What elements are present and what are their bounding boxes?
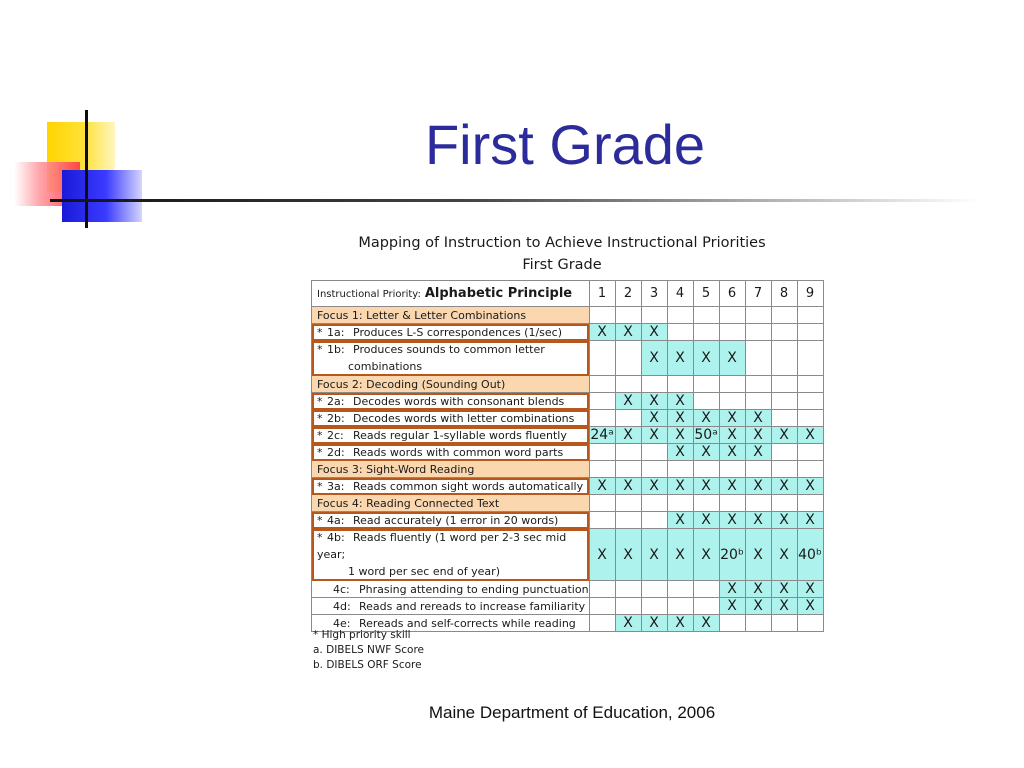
week-cell: X bbox=[797, 478, 823, 495]
skill-label bbox=[312, 581, 590, 598]
week-cell: X bbox=[745, 581, 771, 598]
week-cell: X bbox=[771, 478, 797, 495]
week-cell bbox=[771, 324, 797, 341]
header-priority-cell bbox=[312, 281, 590, 307]
week-cell: X bbox=[615, 529, 641, 581]
week-cell: X bbox=[667, 444, 693, 461]
week-cell: X bbox=[667, 512, 693, 529]
skill-code: 3a: bbox=[327, 479, 345, 493]
week-cell: X bbox=[589, 324, 615, 341]
skill-row bbox=[312, 410, 824, 427]
skill-row bbox=[312, 341, 824, 376]
week-cell bbox=[745, 615, 771, 632]
week-cell bbox=[771, 495, 797, 512]
skill-code: 2d: bbox=[327, 445, 345, 459]
week-cell: X bbox=[589, 529, 615, 581]
week-cell bbox=[667, 495, 693, 512]
week-cell bbox=[615, 495, 641, 512]
week-cell: X bbox=[745, 598, 771, 615]
skill-text: Reads fluently (1 word per 2-3 sec mid year; bbox=[317, 531, 567, 561]
week-cell: X bbox=[797, 581, 823, 598]
focus-row bbox=[312, 376, 824, 393]
skill-text: Produces sounds to common letter bbox=[353, 343, 545, 356]
skill-text: Reads words with common word parts bbox=[353, 445, 564, 459]
skill-row bbox=[312, 324, 824, 341]
week-cell: X bbox=[615, 393, 641, 410]
week-cell bbox=[719, 307, 745, 324]
skill-row bbox=[312, 512, 824, 529]
high-priority-marker: * bbox=[317, 479, 323, 493]
week-cell bbox=[615, 461, 641, 478]
week-cell: 40ᵇ bbox=[797, 529, 823, 581]
week-cell bbox=[615, 512, 641, 529]
week-cell bbox=[667, 581, 693, 598]
week-cell bbox=[797, 324, 823, 341]
week-cell: X bbox=[771, 512, 797, 529]
week-cell: X bbox=[771, 529, 797, 581]
week-cell: X bbox=[693, 615, 719, 632]
week-cell bbox=[745, 495, 771, 512]
week-cell: X bbox=[667, 427, 693, 444]
week-cell bbox=[615, 376, 641, 393]
week-cell bbox=[641, 307, 667, 324]
week-cell: X bbox=[667, 615, 693, 632]
skill-code: 2c: bbox=[327, 428, 344, 442]
week-cell bbox=[589, 376, 615, 393]
week-cell: X bbox=[641, 393, 667, 410]
week-cell bbox=[797, 495, 823, 512]
week-cell: X bbox=[797, 427, 823, 444]
skill-label bbox=[312, 324, 590, 341]
week-cell bbox=[771, 307, 797, 324]
week-cell bbox=[589, 615, 615, 632]
week-cell: X bbox=[745, 478, 771, 495]
slide-title: First Grade bbox=[424, 113, 706, 176]
focus-row bbox=[312, 495, 824, 512]
week-cell bbox=[745, 324, 771, 341]
high-priority-marker: * bbox=[317, 325, 323, 339]
column-header: 4 bbox=[667, 281, 693, 307]
week-cell bbox=[589, 393, 615, 410]
week-cell bbox=[693, 376, 719, 393]
chart-title-line1: Mapping of Instruction to Achieve Instructional Priorities bbox=[358, 235, 766, 251]
week-cell: X bbox=[667, 529, 693, 581]
header-prefix: Instructional Priority: bbox=[317, 289, 421, 300]
skill-text: Decodes words with consonant blends bbox=[353, 394, 565, 408]
week-cell: X bbox=[745, 427, 771, 444]
week-cell bbox=[589, 495, 615, 512]
week-cell: X bbox=[719, 410, 745, 427]
week-cell bbox=[615, 581, 641, 598]
week-cell: 20ᵇ bbox=[719, 529, 745, 581]
week-cell bbox=[641, 444, 667, 461]
skill-code: 1b: bbox=[327, 343, 345, 356]
week-cell bbox=[771, 444, 797, 461]
week-cell bbox=[797, 307, 823, 324]
week-cell bbox=[745, 376, 771, 393]
week-cell: X bbox=[641, 324, 667, 341]
skill-text: Decodes words with letter combinations bbox=[353, 411, 575, 425]
week-cell bbox=[667, 598, 693, 615]
week-cell: 50ᵃ bbox=[694, 427, 718, 443]
decorative-vertical-line bbox=[85, 110, 88, 228]
week-cell bbox=[693, 324, 719, 341]
focus-row bbox=[312, 461, 824, 478]
skill-text: Reads regular 1-syllable words fluently bbox=[353, 428, 567, 442]
week-cell: X bbox=[667, 478, 693, 495]
week-cell bbox=[745, 393, 771, 410]
table-header-row bbox=[312, 281, 824, 307]
week-cell: X bbox=[771, 581, 797, 598]
week-cell: X bbox=[771, 427, 797, 444]
week-cell: X bbox=[693, 341, 719, 376]
week-cell bbox=[589, 410, 615, 427]
high-priority-marker: * bbox=[317, 411, 323, 425]
week-cell: X bbox=[693, 529, 719, 581]
week-cell bbox=[615, 598, 641, 615]
column-header: 5 bbox=[693, 281, 719, 307]
skill-label bbox=[312, 393, 590, 410]
focus-label: Focus 4: Reading Connected Text bbox=[312, 495, 590, 512]
skill-row bbox=[312, 478, 824, 495]
week-cell bbox=[745, 461, 771, 478]
week-cell bbox=[771, 393, 797, 410]
week-cell: X bbox=[719, 598, 745, 615]
week-cell: X bbox=[745, 512, 771, 529]
week-cell bbox=[641, 598, 667, 615]
week-cell bbox=[641, 581, 667, 598]
week-cell bbox=[667, 307, 693, 324]
skill-label bbox=[312, 512, 590, 529]
week-cell bbox=[641, 512, 667, 529]
week-cell bbox=[667, 376, 693, 393]
week-cell: X bbox=[719, 341, 745, 376]
skill-label bbox=[312, 427, 590, 444]
week-cell: X bbox=[589, 478, 615, 495]
week-cell: X bbox=[693, 512, 719, 529]
week-cell bbox=[615, 341, 641, 376]
skill-text: Reads and rereads to increase familiarity bbox=[359, 599, 586, 613]
high-priority-marker: * bbox=[317, 445, 323, 459]
week-cell bbox=[797, 410, 823, 427]
skill-row bbox=[312, 427, 824, 444]
skill-code: 4c: bbox=[333, 582, 350, 596]
skill-row bbox=[312, 444, 824, 461]
skill-row bbox=[312, 529, 824, 581]
footnote-a: a. DIBELS NWF Score bbox=[313, 644, 425, 656]
week-cell: X bbox=[667, 341, 693, 376]
skill-code: 1a: bbox=[327, 325, 345, 339]
week-cell: X bbox=[615, 478, 641, 495]
skill-text-line2: 1 word per sec end of year) bbox=[348, 565, 500, 578]
week-cell bbox=[615, 444, 641, 461]
week-cell: X bbox=[693, 478, 719, 495]
week-cell: X bbox=[693, 410, 719, 427]
week-cell bbox=[641, 495, 667, 512]
week-cell bbox=[797, 444, 823, 461]
week-cell bbox=[641, 461, 667, 478]
week-cell: X bbox=[797, 512, 823, 529]
week-cell bbox=[771, 615, 797, 632]
skill-text: Phrasing attending to ending punctuation bbox=[359, 582, 589, 596]
week-cell: X bbox=[719, 478, 745, 495]
skill-label bbox=[312, 598, 590, 615]
skill-code: 4a: bbox=[327, 513, 345, 527]
focus-label: Focus 1: Letter & Letter Combinations bbox=[312, 307, 590, 324]
week-cell bbox=[797, 393, 823, 410]
source-citation: Maine Department of Education, 2006 bbox=[428, 703, 716, 722]
high-priority-marker: * bbox=[317, 428, 323, 442]
week-cell bbox=[797, 615, 823, 632]
week-cell: X bbox=[641, 478, 667, 495]
week-cell bbox=[693, 495, 719, 512]
week-cell bbox=[641, 376, 667, 393]
decorative-horizontal-line bbox=[50, 199, 980, 202]
chart-title bbox=[312, 232, 812, 276]
week-cell: X bbox=[641, 410, 667, 427]
decorative-blue-square bbox=[62, 170, 142, 222]
week-cell: X bbox=[693, 444, 719, 461]
week-cell: X bbox=[641, 529, 667, 581]
footnote-b: b. DIBELS ORF Score bbox=[313, 659, 422, 671]
focus-label: Focus 2: Decoding (Sounding Out) bbox=[312, 376, 590, 393]
week-cell: 24ᵃ bbox=[590, 427, 614, 443]
skill-text: Produces L-S correspondences (1/sec) bbox=[353, 325, 562, 339]
week-cell bbox=[719, 495, 745, 512]
week-cell bbox=[693, 598, 719, 615]
week-cell: X bbox=[719, 512, 745, 529]
week-cell bbox=[719, 324, 745, 341]
skill-text: Read accurately (1 error in 20 words) bbox=[353, 513, 559, 527]
week-cell bbox=[589, 307, 615, 324]
week-cell bbox=[693, 461, 719, 478]
week-cell: X bbox=[667, 393, 693, 410]
instruction-mapping-table bbox=[311, 280, 824, 632]
skill-code: 2a: bbox=[327, 394, 345, 408]
week-cell bbox=[667, 324, 693, 341]
skill-code: 2b: bbox=[327, 411, 345, 425]
skill-text: Rereads and self-corrects while reading bbox=[359, 616, 576, 630]
high-priority-marker: * bbox=[317, 343, 323, 356]
week-cell: X bbox=[745, 410, 771, 427]
high-priority-marker: * bbox=[317, 531, 323, 544]
week-cell bbox=[693, 581, 719, 598]
week-cell: X bbox=[771, 598, 797, 615]
column-header: 3 bbox=[641, 281, 667, 307]
week-cell bbox=[693, 307, 719, 324]
skill-label bbox=[312, 341, 590, 376]
week-cell bbox=[797, 461, 823, 478]
high-priority-marker: * bbox=[317, 394, 323, 408]
column-header: 7 bbox=[745, 281, 771, 307]
skill-row bbox=[312, 598, 824, 615]
week-cell bbox=[589, 444, 615, 461]
week-cell bbox=[745, 307, 771, 324]
week-cell: X bbox=[615, 615, 641, 632]
column-header: 9 bbox=[797, 281, 823, 307]
column-header: 6 bbox=[719, 281, 745, 307]
week-cell: X bbox=[641, 427, 667, 444]
skill-label bbox=[312, 410, 590, 427]
skill-label bbox=[312, 478, 590, 495]
skill-text: Reads common sight words automatically bbox=[353, 479, 584, 493]
high-priority-marker: * bbox=[317, 513, 323, 527]
skill-label bbox=[312, 444, 590, 461]
week-cell bbox=[719, 615, 745, 632]
week-cell bbox=[589, 598, 615, 615]
week-cell bbox=[771, 376, 797, 393]
skill-text-line2: combinations bbox=[348, 360, 423, 373]
skill-code: 4b: bbox=[327, 531, 345, 544]
week-cell bbox=[797, 376, 823, 393]
column-header: 1 bbox=[589, 281, 615, 307]
skill-label bbox=[312, 529, 590, 581]
skill-row bbox=[312, 393, 824, 410]
week-cell: X bbox=[797, 598, 823, 615]
week-cell: X bbox=[615, 324, 641, 341]
column-header: 2 bbox=[615, 281, 641, 307]
week-cell bbox=[771, 461, 797, 478]
week-cell: X bbox=[719, 444, 745, 461]
week-cell bbox=[719, 376, 745, 393]
week-cell bbox=[719, 393, 745, 410]
week-cell: X bbox=[719, 427, 745, 444]
week-cell bbox=[589, 581, 615, 598]
week-cell bbox=[719, 461, 745, 478]
header-priority: Alphabetic Principle bbox=[424, 286, 573, 301]
column-header: 8 bbox=[771, 281, 797, 307]
week-cell: X bbox=[745, 444, 771, 461]
skill-code: 4d: bbox=[333, 599, 351, 613]
week-cell bbox=[667, 461, 693, 478]
week-cell: X bbox=[745, 529, 771, 581]
week-cell bbox=[589, 461, 615, 478]
chart-title-line2: First Grade bbox=[522, 257, 602, 273]
week-cell: X bbox=[641, 341, 667, 376]
footnotes bbox=[313, 628, 424, 673]
week-cell: X bbox=[667, 410, 693, 427]
week-cell: X bbox=[615, 427, 641, 444]
week-cell bbox=[797, 341, 823, 376]
week-cell bbox=[745, 341, 771, 376]
week-cell: X bbox=[719, 581, 745, 598]
footnote-high-priority: * High priority skill bbox=[313, 629, 411, 641]
week-cell bbox=[693, 393, 719, 410]
focus-row bbox=[312, 307, 824, 324]
skill-code: 4e: bbox=[333, 616, 351, 630]
week-cell bbox=[589, 341, 615, 376]
week-cell bbox=[771, 410, 797, 427]
focus-label: Focus 3: Sight-Word Reading bbox=[312, 461, 590, 478]
week-cell bbox=[771, 341, 797, 376]
week-cell: X bbox=[641, 615, 667, 632]
week-cell bbox=[615, 307, 641, 324]
week-cell bbox=[615, 410, 641, 427]
skill-row bbox=[312, 581, 824, 598]
week-cell bbox=[589, 512, 615, 529]
